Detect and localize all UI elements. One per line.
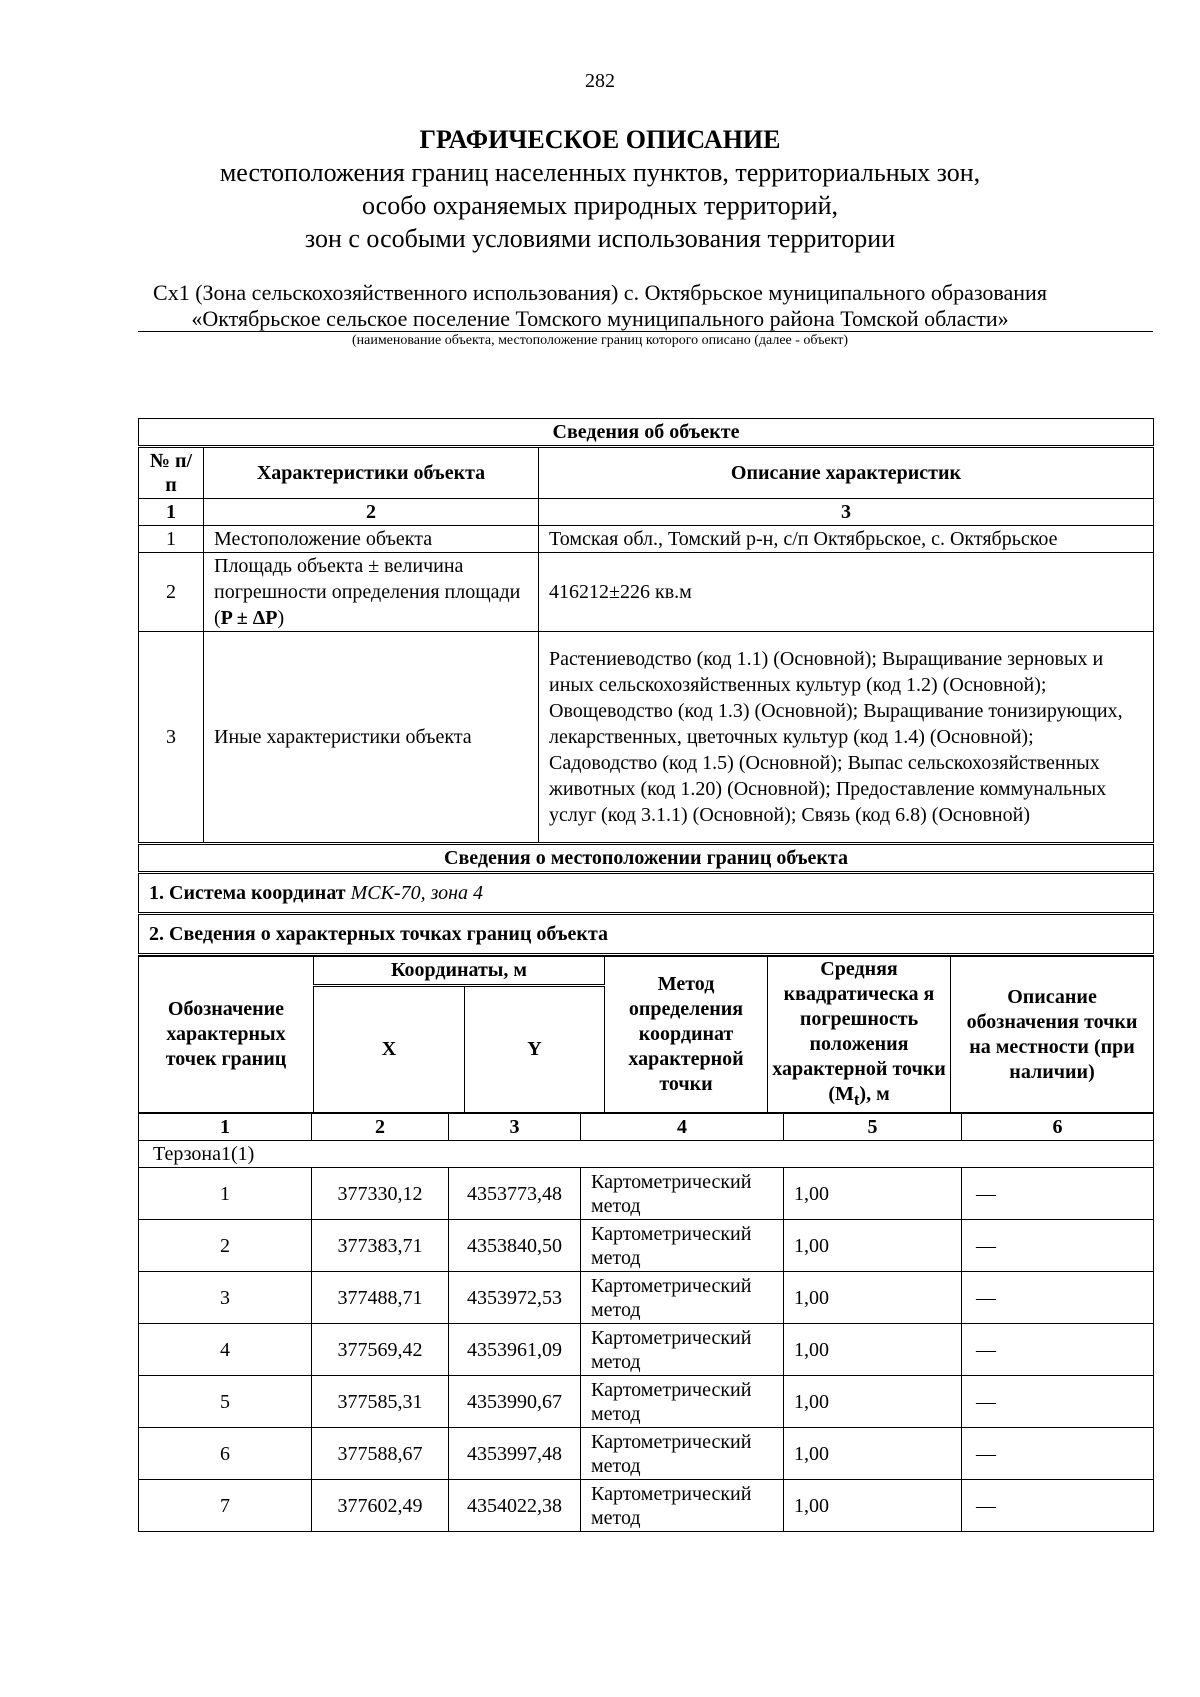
row-2-characteristic-end: ) — [277, 607, 285, 629]
table-row — [139, 1220, 1154, 1272]
header-error-sub: t — [853, 1090, 860, 1109]
points-col-number-5: 5 — [784, 1114, 962, 1141]
subtitle-line-1: местоположения границ населенных пунктов, территориальных зон, — [219, 158, 981, 187]
header-designation: Обозначение характерных точек границ — [139, 957, 314, 1113]
page-number: 282 — [585, 70, 615, 92]
row-1-description: Томская обл., Томский р-н, с/п Октябрьское, с. Октябрьское — [539, 526, 1154, 553]
points-col-number-6: 6 — [962, 1114, 1154, 1141]
table-row — [139, 1272, 1154, 1324]
points-table — [138, 1113, 1154, 1532]
point-error: 1,00 — [784, 1168, 962, 1220]
coord-system-row — [139, 873, 1154, 914]
row-3-description: Растениеводство (код 1.1) (Основной); Выращивание зерновых и иных сельскохозяйственных культур (код 1.2) (Основной); Овощеводство (код 1.3) (Основной); Выращивание тонизирующих, лекарственных, цветочных культур (код 1.4) (Основной); Садоводство (код 1.5) (Основной); Выпас сельскохозяйственных животных (код 1.20) (Основной); Предоставление коммунальных услуг (код 3.1.1) (Основной); Связь (код 6.8) (Основной) — [539, 632, 1154, 844]
row-2-description: 416212±226 кв.м — [539, 553, 1154, 632]
point-method: Картометрический метод — [581, 1272, 784, 1324]
points-col-number-2: 2 — [312, 1114, 449, 1141]
point-number: 2 — [139, 1220, 312, 1272]
row-2-characteristic — [204, 553, 539, 632]
point-x: 377330,12 — [312, 1168, 449, 1220]
row-1-number: 1 — [139, 526, 204, 553]
point-y: 4353773,48 — [449, 1168, 581, 1220]
zone-label: Терзона1(1) — [139, 1141, 1154, 1168]
point-x: 377585,31 — [312, 1376, 449, 1428]
point-x: 377383,71 — [312, 1220, 449, 1272]
point-description: — — [962, 1428, 1154, 1480]
col-header-description: Описание характеристик — [539, 447, 1154, 499]
point-number: 4 — [139, 1324, 312, 1376]
table-row — [139, 1428, 1154, 1480]
row-2-number: 2 — [139, 553, 204, 632]
col-number-1: 1 — [139, 499, 204, 526]
col-header-number: № п/п — [139, 447, 204, 499]
header-description: Описание обозначения точки на местности (при наличии) — [951, 957, 1154, 1113]
point-x: 377588,67 — [312, 1428, 449, 1480]
point-error: 1,00 — [784, 1480, 962, 1532]
point-description: — — [962, 1168, 1154, 1220]
row-3-number: 3 — [139, 632, 204, 844]
points-col-number-3: 3 — [449, 1114, 581, 1141]
point-method: Картометрический метод — [581, 1324, 784, 1376]
table-row — [139, 1324, 1154, 1376]
points-col-number-4: 4 — [581, 1114, 784, 1141]
point-error: 1,00 — [784, 1220, 962, 1272]
row-1-characteristic: Местоположение объекта — [204, 526, 539, 553]
point-y: 4353840,50 — [449, 1220, 581, 1272]
col-number-2: 2 — [204, 499, 539, 526]
row-2-characteristic-text: Площадь объекта ± величина погрешности определения площади ( — [214, 555, 521, 629]
point-x: 377488,71 — [312, 1272, 449, 1324]
point-method: Картометрический метод — [581, 1376, 784, 1428]
object-info-table — [138, 418, 1154, 956]
point-error: 1,00 — [784, 1428, 962, 1480]
object-name-caption: (наименование объекта, местоположение границ которого описано (далее - объект) — [351, 333, 849, 348]
point-y: 4353961,09 — [449, 1324, 581, 1376]
point-method: Картометрический метод — [581, 1428, 784, 1480]
table-row — [139, 1168, 1154, 1220]
point-y: 4353997,48 — [449, 1428, 581, 1480]
subtitle-line-2: особо охраняемых природных территорий, — [362, 191, 838, 220]
header-error — [768, 957, 951, 1113]
point-method: Картометрический метод — [581, 1168, 784, 1220]
point-number: 3 — [139, 1272, 312, 1324]
header-error-end: ), м — [859, 1083, 890, 1105]
point-y: 4354022,38 — [449, 1480, 581, 1532]
point-x: 377569,42 — [312, 1324, 449, 1376]
point-description: — — [962, 1324, 1154, 1376]
point-error: 1,00 — [784, 1272, 962, 1324]
point-description: — — [962, 1480, 1154, 1532]
point-error: 1,00 — [784, 1376, 962, 1428]
point-method: Картометрический метод — [581, 1480, 784, 1532]
name-underline — [138, 331, 1153, 332]
point-error: 1,00 — [784, 1324, 962, 1376]
points-header-table — [138, 956, 1154, 1113]
point-method: Картометрический метод — [581, 1220, 784, 1272]
point-number: 1 — [139, 1168, 312, 1220]
object-name-line-2: «Октябрьское сельское поселение Томского муниципального района Томской области» — [191, 306, 1009, 331]
point-number: 6 — [139, 1428, 312, 1480]
points-col-number-1: 1 — [139, 1114, 312, 1141]
point-description: — — [962, 1220, 1154, 1272]
point-y: 4353972,53 — [449, 1272, 581, 1324]
header-method: Метод определения координат характерной точки — [605, 957, 768, 1113]
header-coordinates: Координаты, м — [314, 957, 605, 986]
header-error-text: Средняя квадратическа я погрешность положения характерной точки (M — [772, 958, 946, 1105]
col-number-3: 3 — [539, 499, 1154, 526]
subtitle-line-3: зон с особыми условиями использования территории — [304, 224, 896, 253]
object-info-title: Сведения об объекте — [139, 419, 1154, 447]
table-row — [139, 1480, 1154, 1532]
coord-system-value: МСК-70, зона 4 — [350, 882, 484, 904]
table-row — [139, 1376, 1154, 1428]
point-description: — — [962, 1272, 1154, 1324]
col-header-characteristic: Характеристики объекта — [204, 447, 539, 499]
header-y: Y — [465, 985, 605, 1112]
header-x: X — [314, 985, 465, 1112]
coord-system-label: 1. Система координат — [149, 882, 346, 904]
document-title: ГРАФИЧЕСКОЕ ОПИСАНИЕ — [419, 125, 781, 154]
row-3-characteristic: Иные характеристики объекта — [204, 632, 539, 844]
point-number: 5 — [139, 1376, 312, 1428]
point-y: 4353990,67 — [449, 1376, 581, 1428]
point-description: — — [962, 1376, 1154, 1428]
points-section-title: 2. Сведения о характерных точках границ объекта — [139, 914, 1154, 955]
point-x: 377602,49 — [312, 1480, 449, 1532]
row-2-formula: P ± ΔP — [220, 607, 278, 629]
object-name-line-1: Сх1 (Зона сельскохозяйственного использования) с. Октябрьское муниципального образования — [153, 280, 1047, 305]
point-number: 7 — [139, 1480, 312, 1532]
location-section-title: Сведения о местоположении границ объекта — [139, 844, 1154, 873]
